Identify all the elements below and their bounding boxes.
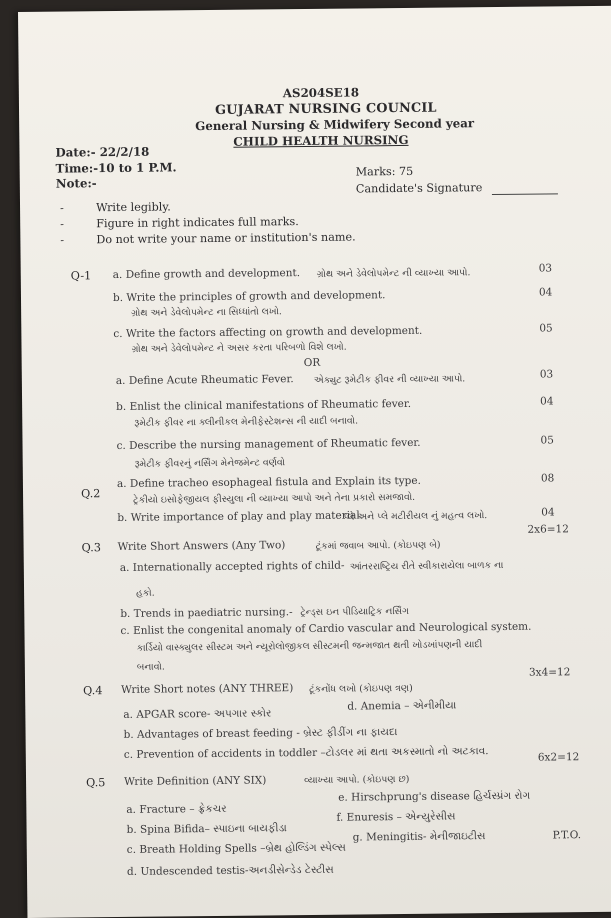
q3-c-text: c. Enlist the congenital anomaly of Cardio vascular and Neurological system.: [120, 620, 532, 637]
subject-title: CHILD HEALTH NURSING: [233, 132, 409, 149]
q3-a-gujarati: આંતરરાષ્ટ્રિય રીતે સ્વીકારાયેલા બાળક ના: [349, 559, 504, 573]
q1-c-gujarati: ગ્રોથ અને ડેવેલોપમેન્ટ ને અસર કરતા પરિબળો વિશે લખો.: [131, 341, 347, 355]
q3-title: Write Short Answers (Any Two): [117, 539, 286, 553]
q5-title-gujarati: વ્યાખ્યા આપો. (કોઇપણ છ): [304, 773, 410, 787]
q4-b-item: b. Advantages of breast feeding - બ્રેસ્ટ ફીડીંગ ના ફાયદા: [123, 726, 398, 741]
bullet: -: [60, 233, 65, 247]
q3-title-gujarati: ટૂંકમાં જવાબ આપો. (કોઇપણ બે): [315, 539, 441, 552]
q1-or-c-text: c. Describe the nursing management of Rheumatic fever.: [116, 436, 421, 452]
course-name: General Nursing & Midwifery Second year: [195, 116, 475, 134]
q1-a-text: a. Define growth and development.: [112, 267, 301, 282]
question-number: Q.5: [86, 776, 106, 790]
q5-a-item: a. Fracture – ફ્રેકચર: [126, 802, 227, 816]
q4-title: Write Short notes (ANY THREE): [121, 682, 294, 696]
q3-b-text: b. Trends in paediatric nursing.-: [120, 606, 293, 620]
q5-b-item: b. Spina Bifida– સ્પાઇના બાયફીડા: [126, 822, 287, 836]
q3-a-text: a. Internationally accepted rights of child-: [119, 559, 345, 574]
q3-marks: 2x6=12: [527, 523, 569, 536]
q2-b-text: b. Write importance of play and play material.: [117, 509, 364, 524]
q3-a-gujarati-cont: હકો.: [136, 587, 155, 599]
bullet: -: [59, 201, 64, 215]
q5-f-item: f. Enuresis – એન્યુરેસીસ: [336, 810, 456, 824]
note-label: Note:-: [55, 176, 97, 191]
q1-c-marks: 05: [539, 322, 553, 335]
question-number: Q-1: [70, 269, 92, 283]
q1-or-a-marks: 03: [539, 368, 554, 381]
council-name: GUJARAT NURSING COUNCIL: [214, 100, 437, 118]
total-marks: Marks: 75: [355, 164, 414, 179]
q5-d-item: d. Undescended testis-અનડીસેન્ડેડ ટેસ્ટીસ: [126, 863, 334, 878]
q1-or-a-gujarati: એક્યુટ રૂમેટીક ફીવર ની વ્યાખ્યા આપો.: [313, 373, 466, 386]
q2-a-text: a. Define tracheo esophageal fistula and Explain its type.: [116, 474, 421, 490]
question-number: Q.2: [80, 487, 101, 501]
or-separator: OR: [303, 356, 321, 370]
exam-paper: [18, 6, 611, 918]
q1-a-marks: 03: [538, 262, 553, 275]
q3-c-gujarati-cont: બનાવો.: [136, 661, 165, 673]
question-number: Q.4: [83, 684, 103, 698]
q5-g-item: g. Meningitis- મેનીજાઇટીસ: [352, 830, 486, 844]
signature-line: [492, 193, 558, 195]
q4-d-item: d. Anemia – એનીમીયા: [347, 699, 457, 713]
page-turn-note: P.T.O.: [552, 829, 582, 842]
q2-b-marks: 04: [541, 506, 555, 519]
q2-b-gujarati: પ્લે અને પ્લે મટીરીયલ નું મહત્વ લખો.: [343, 510, 488, 523]
q5-marks: 6x2=12: [537, 751, 580, 764]
q2-a-gujarati: ટ્રેકીયો ઇસોફેજીયલ ફીસ્યુલા ની વ્યાખ્યા આપો અને તેના પ્રકારો સમજાવો.: [133, 491, 416, 506]
question-number: Q.3: [81, 541, 101, 555]
q1-b-gujarati: ગ્રોથ અને ડેવેલોપમેન્ટ ના સિધ્ધાંતો લખો.: [131, 306, 282, 319]
instruction: Do not write your name or institution's name.: [96, 230, 356, 247]
paper-code: AS204SE18: [282, 85, 360, 101]
q2-a-marks: 08: [540, 472, 555, 485]
q1-or-b-gujarati: રૂમેટીક ફીવર ના ક્લીનીકલ મેનીફેસ્ટેશન્સ ની યાદી બનાવો.: [134, 415, 359, 429]
q4-a-item: a. APGAR score- અપગાર સ્કોર: [123, 707, 272, 721]
q1-or-c-gujarati: રૂમેટીક ફીવરનું નર્સિંગ મેનેજમેન્ટ વર્ણવો: [134, 457, 286, 470]
exam-date: Date:- 22/2/18: [55, 144, 150, 160]
q4-title-gujarati: ટૂંકનોંધ લખો (કોઇપણ ત્રણ): [309, 682, 413, 695]
q1-or-c-marks: 05: [540, 434, 554, 447]
q3-b-gujarati: ટ્રેન્ડ્સ ઇન પીડિયાટ્રિક નર્સિંગ: [300, 605, 409, 619]
q1-or-b-text: b. Enlist the clinical manifestations of Rheumatic fever.: [116, 397, 412, 413]
q1-b-text: b. Write the principles of growth and development.: [112, 289, 386, 305]
instruction: Write legibly.: [95, 200, 171, 215]
q4-marks: 3x4=12: [528, 666, 571, 679]
q1-b-marks: 04: [538, 286, 553, 299]
q4-c-item: c. Prevention of accidents in toddler –ટોડલર માં થતા અકસ્માતો નો અટકાવ.: [123, 745, 489, 761]
q1-or-b-marks: 04: [540, 395, 554, 408]
candidate-signature-label: Candidate's Signature: [355, 181, 483, 196]
q3-c-gujarati: કાર્ડિયો વાસ્ક્યુલર સીસ્ટમ અને ન્યૂરોલોજીકલ સીસ્ટમની જન્મજાત થતી ખોડખાંપણની યાદી: [136, 639, 483, 654]
q1-or-a-text: a. Define Acute Rheumatic Fever.: [115, 373, 294, 387]
q5-c-item: c. Breath Holding Spells –બ્રેથ હોલ્ડિંગ સ્પેલ્સ: [126, 841, 346, 856]
q1-a-gujarati: ગ્રોથ અને ડેવેલોપમેન્ટ ની વ્યાખ્યા આપો.: [316, 267, 471, 280]
instruction: Figure in right indicates full marks.: [96, 215, 299, 231]
bullet: -: [60, 217, 65, 231]
q5-e-item: e. Hirschprung's disease હિર્ચસ્પ્રંગ રોગ: [338, 789, 531, 804]
exam-time: Time:-10 to 1 P.M.: [55, 160, 177, 176]
q1-c-text: c. Write the factors affecting on growth and development.: [113, 324, 423, 341]
q5-title: Write Definition (ANY SIX): [124, 774, 267, 788]
